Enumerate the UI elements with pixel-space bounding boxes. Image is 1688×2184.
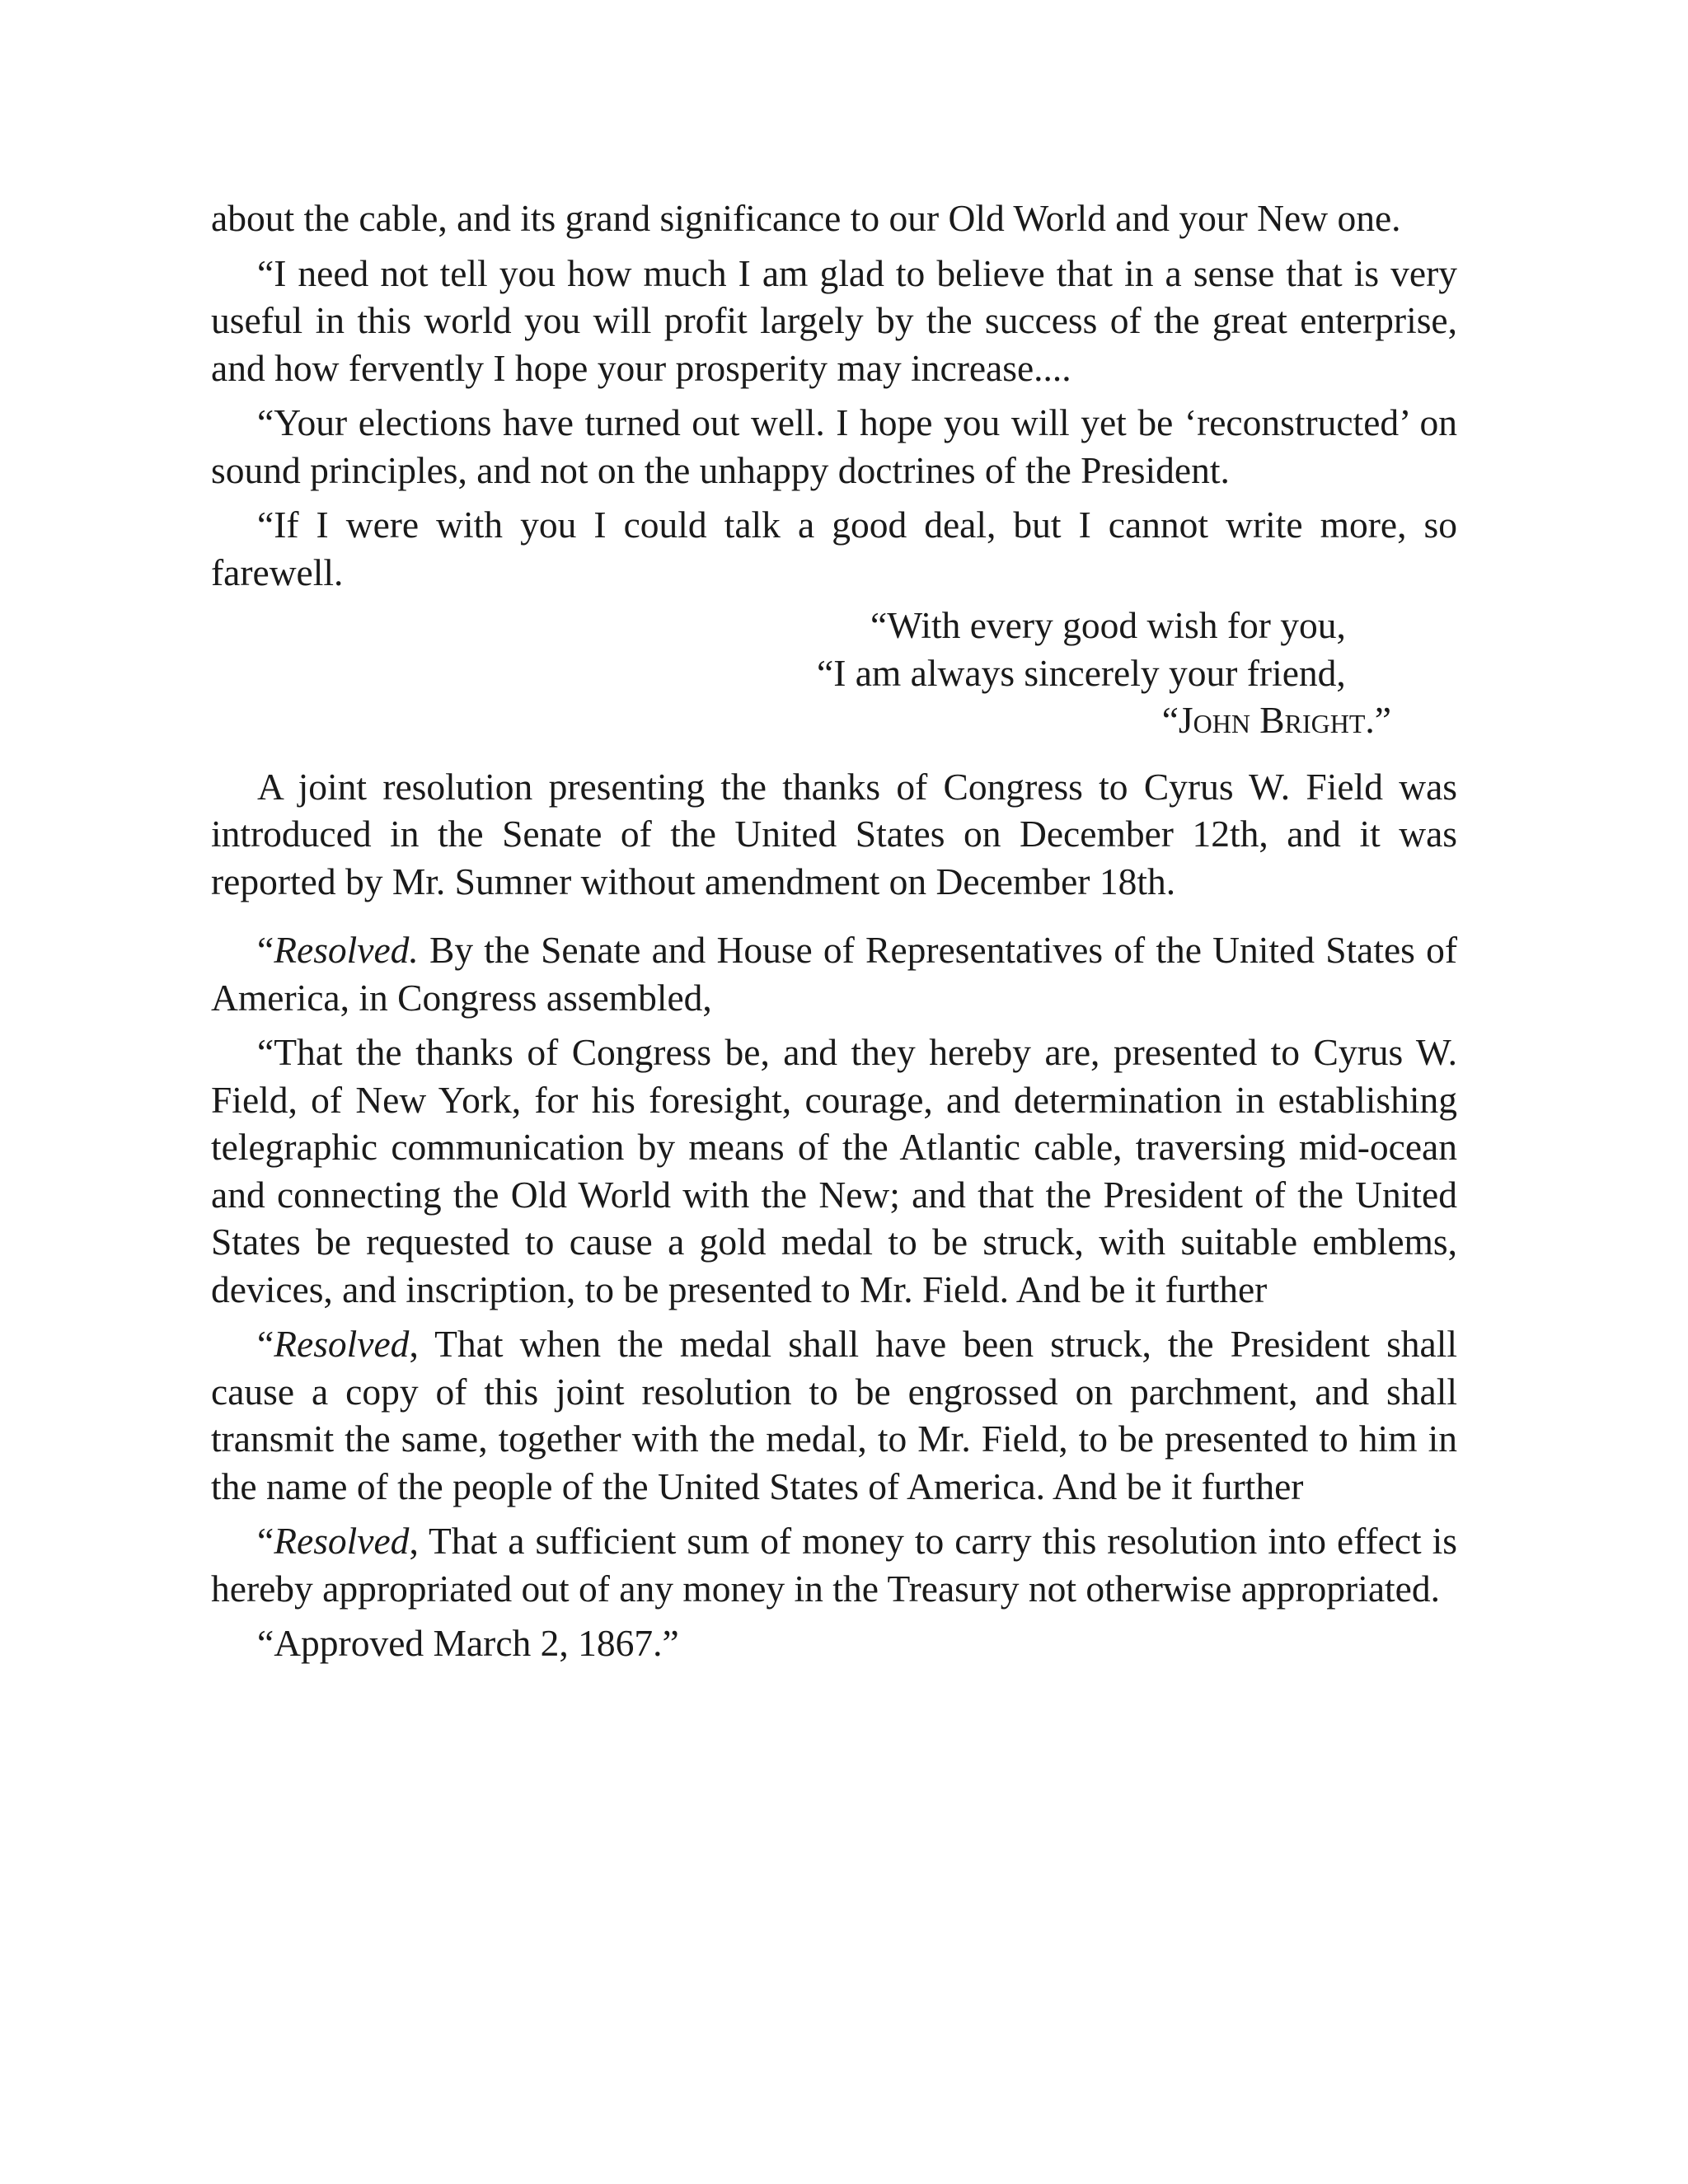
resolution-3-open-quote: “ [257, 1323, 274, 1365]
resolution-3-text: , That when the medal shall have been struck, the President shall cause a copy of this joint resolution to be engrossed on parchment, and shall transmit the same, together with the medal, to Mr. Field, to be presented to him in the name of the people of the United States of America. And be it further [211, 1323, 1457, 1507]
resolution-1-text: By the Senate and House of Representatives of the United States of America, in Congress assembled, [211, 929, 1457, 1019]
resolution-paragraph-3 [211, 1320, 1457, 1510]
letter-paragraph-4: “If I were with you I could talk a good deal, but I cannot write more, so farewell. [211, 504, 1457, 593]
resolution-paragraph-1 [211, 926, 1457, 1021]
resolution-3-resolved: Resolved [274, 1323, 410, 1365]
closing-line-1: “With every good wish for you, [870, 604, 1346, 646]
resolution-1-open-quote: “ [257, 929, 274, 971]
letter-paragraph-1: about the cable, and its grand significance to our Old World and your New one. [211, 197, 1401, 239]
page-body [211, 194, 1457, 1667]
signature-close-quote: .” [1365, 699, 1391, 741]
resolution-4-text: , That a sufficient sum of money to carry this resolution into effect is hereby appropriated out of any money in the Treasury not otherwise appropriated. [211, 1520, 1457, 1610]
signature [211, 696, 1391, 744]
resolution-paragraph-2: “That the thanks of Congress be, and they hereby are, presented to Cyrus W. Field, of New York, for his foresight, courage, and determination in establishing telegraphic communication by means of the Atlantic cable, traversing mid-ocean and connecting the Old World with the New; and that the President of the United States be requested to cause a gold medal to be struck, with suitable emblems, devices, and inscription, to be presented to Mr. Field. And be it further [211, 1031, 1457, 1310]
signature-open-quote: “ [1161, 699, 1179, 741]
resolution-4-open-quote: “ [257, 1520, 274, 1562]
resolution-4-resolved: Resolved [274, 1520, 410, 1562]
approved-line: “Approved March 2, 1867.” [257, 1622, 679, 1664]
resolution-1-resolved: Resolved. [274, 929, 419, 971]
letter-paragraph-3: “Your elections have turned out well. I hope you will yet be ‘reconstructed’ on sound principles, and not on the unhappy doctrines of the President. [211, 401, 1457, 491]
narrative-paragraph: A joint resolution presenting the thanks of Congress to Cyrus W. Field was introduced in the Senate of the United States on December 12th, and it was reported by Mr. Sumner without amendment on December 18th. [211, 765, 1457, 902]
closing-line-2: “I am always sincerely your friend, [817, 651, 1346, 694]
resolution-paragraph-4 [211, 1517, 1457, 1612]
signature-name: John Bright [1178, 699, 1366, 741]
letter-closing [211, 602, 1457, 744]
letter-paragraph-2: “I need not tell you how much I am glad to believe that in a sense that is very useful in this world you will profit largely by the success of the great enterprise, and how fervently I hope your prosperity may increase.... [211, 251, 1457, 389]
